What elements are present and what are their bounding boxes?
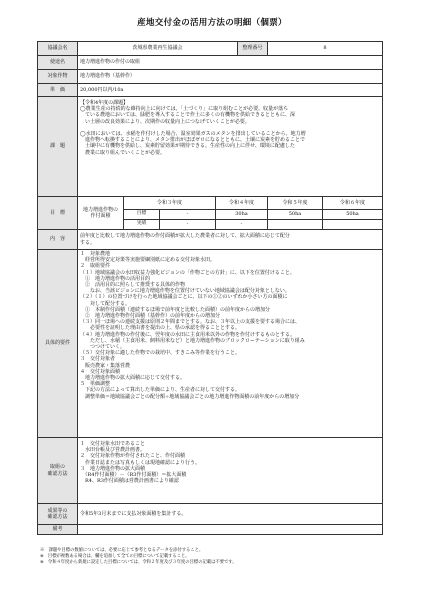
- requirements-label: 具体的要件: [38, 250, 78, 438]
- goal-value: 50ha: [323, 210, 383, 220]
- year-header: 令和３年度: [124, 197, 216, 210]
- goal-row-label: 目標: [124, 210, 160, 220]
- requirements-text: １ 対象農地 経営所得安定対策等実施要綱別紙に定める交付対象水田。 ２ 取組要件 （１）地域協議会の水田収益力強化ビジョンの「作物ごとの方針」に、以下を位置付けること。 ① 地力増進作物の活用目的 ② 活用目的に照らして推奨する具体的作物 なお、当該ビジョンに地力増進作物を位置付けていない地域協議会は配分対象としない。 （２）（１）の位置づけを行った地域協議会ごとに、以下の①②のいずれか小さい方の面積に 対して配分する。 ① 本制作付面積（連続するほ場で前年度と比較した面積）の前年度からの増加分 ② 地力増進作物作付面積（基幹作）の前年度からの増加分 （３）同一ほ場への連続支援は原則２年間までとする。なお、３年以上の支援を要する場合には、 必要性を証明した理由書を提出の上、県の承認を得ることとする。 （４）地力増進作物の作付後に、翌年度の水田に主食用米以外の作物を作付けするものとする。 ただし、水稲（主食用米、飼料用米など）と地力増進作物のブロックローテーションに取り組み つつけていく。 （５）交付対象に適した作物での栽培中、すきこみ等作業を行うこと。 ３ 交付対象者 販売農家・集落営農 ４ 交付対象面積 地力増進作物の拡大面積に応じて交付する。 ５ 単価調整 下記の方法によって算出した単価により、生産者に対して交付する。 調整単価＝地域協議会ごとの配分額÷地域協議会ごとの地力増進作物面積の前年度からの増加分: [78, 250, 383, 438]
- issues-text: 【令和4年度の課題】 ◯農業生産の持続的な維持向上に向けては、「土づくり」に取り組むことが必要。収量が落ち ている農地においては、緑肥を導入することで作土に多くの有機物を供給できるとともに、深 い土層の改良効果により、次期作の収量向上につなげていくことが必要。 ◯水田においては、水稲を作付けした場合、温室効果ガスのメタンを排出していることから、地力増 進作物へ転換することにより、メタン排出がほぼゼロになるとともに、土壌に炭素を貯めることで 土壌中に有機物を供給し、炭素貯留効果が期待できる。生産性の向上に伴せ、環境に配慮した 農業に取り組んでいくことが必要。: [78, 97, 383, 197]
- goal-value: 50ha: [268, 210, 323, 220]
- confirmation-label: 取組の 確認方法: [38, 438, 78, 504]
- unit-price-value: 20,000円以内/10a: [78, 84, 383, 97]
- actual-value: -: [160, 220, 216, 230]
- crop-value: 地力増進作物（基幹作）: [78, 70, 383, 84]
- ref-number-label: 整理番号: [238, 42, 268, 56]
- actual-value: -: [216, 220, 268, 230]
- year-header: 令和４年度: [216, 197, 268, 210]
- footnotes: ※ 課題や目標の数値については、必要に応じて参考となるデータを添付すること。 ※ 目標が複数ある場合は、欄を追加して全ての目標について記載すること。 ※ 令和４年度から新規に設定した目標については、令和２年度及び３年度の目標の記載は不要です。: [40, 548, 237, 565]
- purpose-label: 使途名: [38, 56, 78, 70]
- goal-value: 30ha: [216, 210, 268, 220]
- results-check-value: 令和5年3月末までに支払対象面積を集計する。: [78, 504, 383, 525]
- detail-sheet-table: [37, 41, 383, 535]
- purpose-value: 地力増進作物の作付の取組: [78, 56, 383, 70]
- ref-number: 8: [268, 42, 383, 56]
- results-check-label: 成果等の 確認方法: [38, 504, 78, 525]
- year-header: 令和５年度: [268, 197, 323, 210]
- confirmation-text: １ 交付対象水田であること 水田台帳及び営農計画書。 ２ 交付対象作物が作付されたこと、作付面積 作業日誌または写真もしくは現地確認により行う。 ３ 地力増進作物の拡大面積 （R4作付面積）－（R3作付面積）＝拡大面積 R4、R3作付面積は営農計画書により確認: [78, 438, 383, 504]
- issues-label: 課 題: [38, 97, 78, 197]
- council-label: 協議会名: [38, 42, 78, 56]
- crop-label: 対象作物: [38, 70, 78, 84]
- remarks-label: 備考: [38, 525, 78, 535]
- remarks-value: [78, 525, 383, 535]
- goal-value: -: [160, 210, 216, 220]
- actual-value: [323, 220, 383, 230]
- actual-value: [268, 220, 323, 230]
- actual-row-label: 実績: [124, 220, 160, 230]
- content-label: 内 容: [38, 230, 78, 250]
- target-indicator: 地力増進作物の 作付面積: [78, 197, 124, 230]
- page-title: 産地交付金の活用方法の明細（個票）: [137, 18, 287, 28]
- council-name: 茨城県農業再生協議会: [78, 42, 238, 56]
- targets-label: 目 標: [38, 197, 78, 230]
- unit-price-label: 単 価: [38, 84, 78, 97]
- content-text: 前年度と比較して地力増進作物の作付面積が拡大した農業者に対して、拡大面積に応じて配分 する。: [78, 230, 383, 250]
- year-header: 令和６年度: [323, 197, 383, 210]
